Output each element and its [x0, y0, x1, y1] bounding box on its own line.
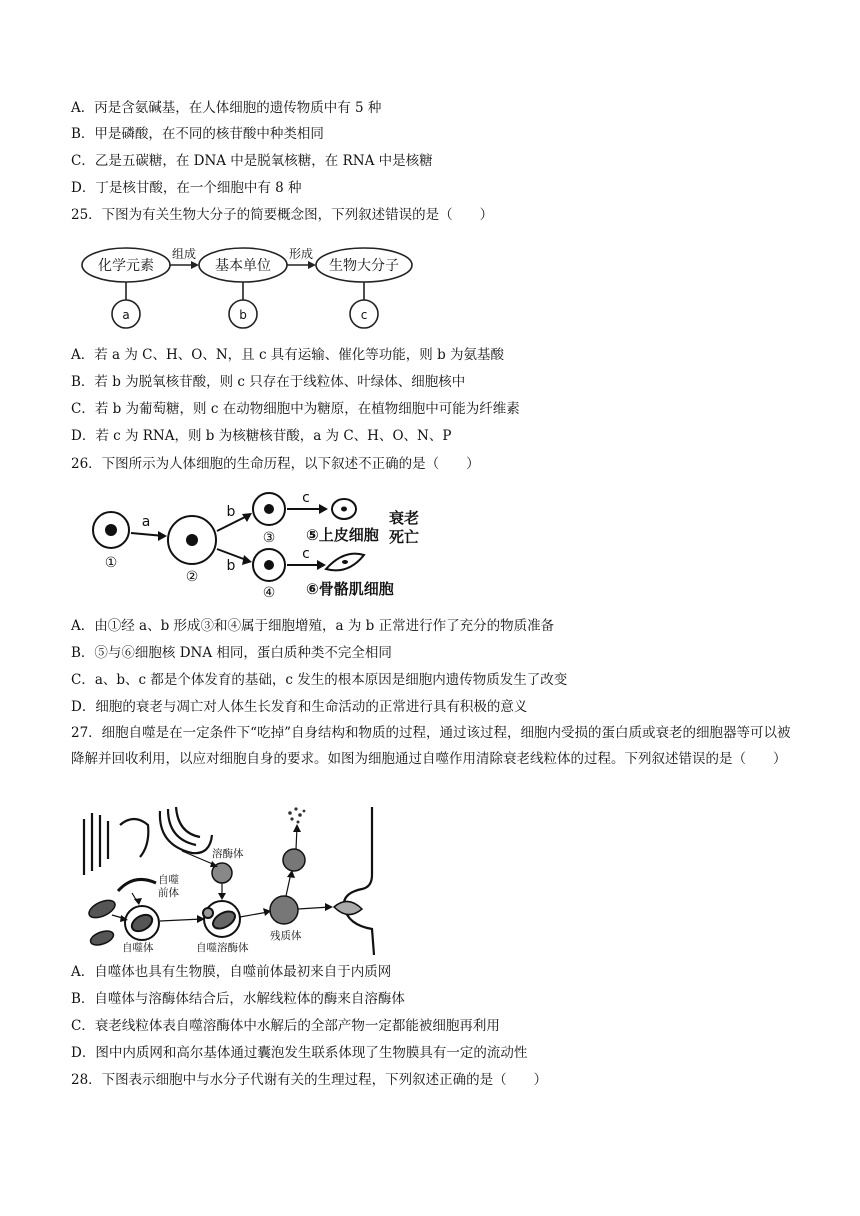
q25-arrow-label-compose: 组成 — [171, 247, 197, 261]
q26-option-b: B．⑤与⑥细胞核 DNA 相同，蛋白质种类不完全相同 — [71, 645, 392, 661]
q26-label-aging: 衰老 — [389, 509, 420, 527]
q26-arrow-c-up — [319, 504, 328, 514]
q26-arrow-c-down — [317, 560, 326, 570]
q27-label-precursor-2: 前体 — [158, 887, 179, 899]
q25-circle-label-c: c — [360, 308, 368, 322]
q26-arrow-label-b-up: b — [226, 504, 236, 520]
q27-label-precursor-1: 自噬 — [158, 874, 179, 886]
q27-option-a: A．自噬体也具有生物膜，自噬前体最初来自于内质网 — [71, 964, 392, 980]
q24-option-b: B．甲是磷酸，在不同的核苷酸中种类相同 — [71, 126, 324, 142]
q27-precursor — [118, 879, 156, 891]
q27-option-c: C．衰老线粒体表自噬溶酶体中水解后的全部产物一定都能被细胞再利用 — [71, 1018, 500, 1034]
q25-option-c: C．若 b 为葡萄糖，则 c 在动物细胞中为糖原，在植物细胞中可能为纤维素 — [71, 401, 520, 417]
q24-option-c: C．乙是五碳糖，在 DNA 中是脱氧核糖，在 RNA 中是核糖 — [71, 153, 433, 169]
q26-label-muscle: ⑥骨骼肌细胞 — [306, 580, 394, 598]
q26-arrow-label-b-down: b — [226, 558, 236, 574]
q25-circle-label-a: a — [122, 308, 130, 322]
q26-arrow-label-c-up: c — [302, 490, 310, 506]
q26-label-death: 死亡 — [389, 528, 420, 546]
q24-option-a: A．丙是含氨碱基，在人体细胞的遗传物质中有 5 种 — [71, 100, 382, 116]
q25-arrow-compose — [191, 261, 199, 269]
q27-label-autolysosome: 自噬溶酶体 — [196, 942, 249, 954]
q26-arrow-label-a: a — [141, 514, 151, 530]
q26-arrow-a — [158, 531, 167, 541]
q26-option-d: D．细胞的衰老与凋亡对人体生长发育和生命活动的正常进行具有积极的意义 — [71, 699, 528, 715]
q25-circle-label-b: b — [239, 308, 247, 322]
q27-option-b: B．自噬体与溶酶体结合后，水解线粒体的酶来自溶酶体 — [71, 991, 405, 1007]
q26-label-3: ③ — [262, 530, 276, 546]
q25-stem: 25．下图为有关生物大分子的简要概念图，下列叙述错误的是（ ） — [71, 207, 494, 223]
q27-residual-body — [270, 896, 298, 924]
q25-arrow-label-form: 形成 — [288, 247, 314, 261]
q25-label-units: 基本单位 — [215, 258, 271, 274]
q25-option-a: A．若 a 为 C、H、O、N，且 c 具有运输、催化等功能，则 b 为氨基酸 — [71, 347, 505, 363]
q27-label-lysosome: 溶酶体 — [212, 848, 244, 860]
q27-label-autophagosome: 自噬体 — [122, 942, 154, 954]
q27-stem: 27．细胞自噬是在一定条件下“吃掉”自身结构和物质的过程，通过该过程，细胞内受损的蛋白质或衰老的细胞器等可以被降解并回收利用，以应对细胞自身的要求。如图为细胞通过自噬作用清除衰老线粒体的过程。下列叙述错误的是（ ） — [71, 725, 791, 767]
q26-stem: 26．下图所示为人体细胞的生命历程，以下叙述不正确的是（ ） — [71, 456, 480, 472]
q26-arrow-b-down — [242, 555, 252, 565]
q28-stem: 28．下图表示细胞中与水分子代谢有关的生理过程，下列叙述正确的是（ ） — [71, 1072, 548, 1088]
q26-cell-life-diagram — [86, 485, 431, 603]
q25-label-elements: 化学元素 — [98, 258, 154, 274]
q26-label-2: ② — [185, 569, 199, 585]
q26-label-4: ④ — [262, 585, 276, 601]
q26-option-a: A．由①经 a、b 形成③和④属于细胞增殖，a 为 b 正常进行作了充分的物质准备 — [71, 618, 555, 634]
q25-concept-diagram — [78, 238, 418, 333]
q25-arrow-form — [308, 261, 316, 269]
q26-option-c: C．a、b、c 都是个体发育的基础，c 发生的根本原因是细胞内遗传物质发生了改变 — [71, 672, 568, 688]
q27-autophagy-diagram — [72, 805, 382, 955]
q25-label-macromolecule: 生物大分子 — [329, 258, 399, 274]
q25-option-b: B．若 b 为脱氧核苷酸，则 c 只存在于线粒体、叶绿体、细胞核中 — [71, 374, 466, 390]
q27-option-d: D．图中内质网和高尔基体通过囊泡发生联系体现了生物膜具有一定的流动性 — [71, 1045, 528, 1061]
q25-option-d: D．若 c 为 RNA，则 b 为核糖核苷酸，a 为 C、H、O、N、P — [71, 428, 452, 444]
q24-option-d: D．丁是核甘酸，在一个细胞中有 8 种 — [71, 180, 302, 196]
q26-label-1: ① — [104, 555, 118, 571]
q26-arrow-label-c-down: c — [302, 546, 310, 562]
q26-label-epithelial: ⑤上皮细胞 — [306, 526, 379, 544]
q27-label-residual-body: 残质体 — [270, 930, 302, 942]
